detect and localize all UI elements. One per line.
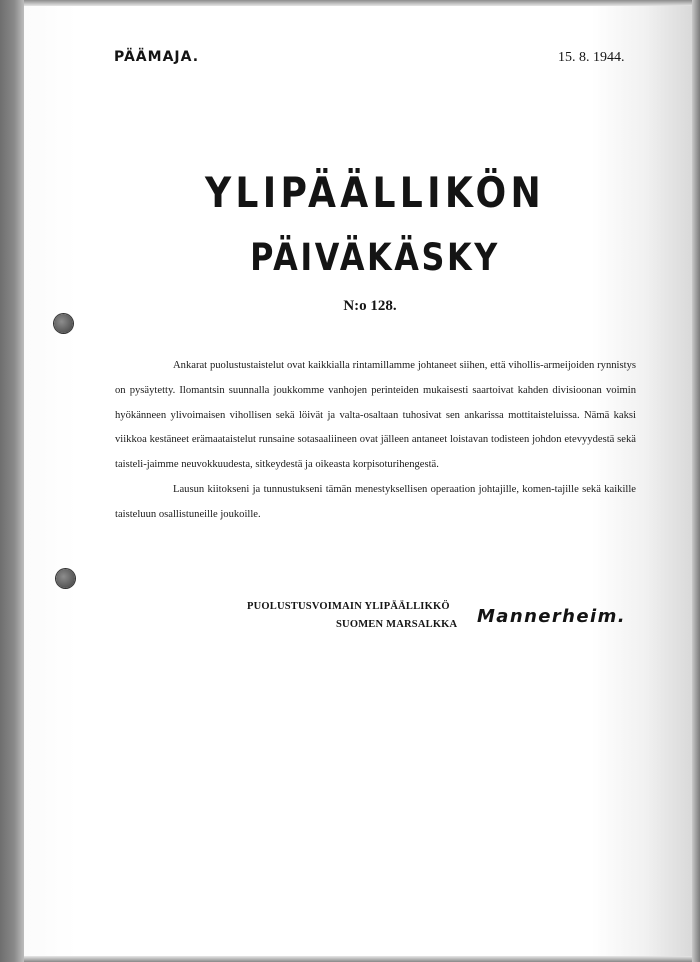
document-date: 15. 8. 1944.: [558, 50, 625, 65]
order-number: N:o 128.: [343, 298, 397, 314]
signature: Mannerheim.: [477, 606, 626, 627]
signatory-title-2: SUOMEN MARSALKKA: [336, 619, 458, 630]
body-paragraph-2: Lausun kiitokseni ja tunnustukseni tämän menestyksellisen operaation johtajille, komen-tajille sekä kaikille taisteluun osallistuneille joukoille.: [115, 483, 636, 520]
scan-bottom-edge: [24, 956, 700, 962]
punch-hole-lower: [56, 569, 75, 588]
body-paragraph-1: Ankarat puolustustaistelut ovat kaikkialla rintamillamme johtaneet siihen, että vihollis-armeijoiden rynnistys on pysäytetty. Ilomantsin suunnalla joukkomme vanhojen perinteiden mukaisesti saartoivat kahden divisioonan voimin hyökänneen ylivoimaisen vihollisen sekä löivät ja valta-osaltaan tuhosivat sen ankarissa mottitaisteluissa. Nämä kaksi viikkoa kestäneet erämaataistelut runsaine sotasaaliineen ovat jälleen antaneet loistavan todisteen johdon etevyydestä sekä taisteli-jaimme neuvokkuudesta, sitkeydestä ja oikeasta korpisoturihengestä.: [115, 360, 636, 471]
headquarters-label: PÄÄMAJA.: [114, 49, 200, 65]
scan-right-edge: [692, 0, 700, 962]
scan-top-edge: [24, 0, 700, 6]
order-body: [115, 354, 636, 528]
signatory-title-1: PUOLUSTUSVOIMAIN YLIPÄÄLLIKKÖ: [247, 601, 450, 612]
document-title: YLIPÄÄLLIKÖN: [204, 168, 546, 217]
document-subtitle: PÄIVÄKÄSKY: [250, 236, 500, 279]
scan-left-edge: [0, 0, 24, 962]
punch-hole-upper: [54, 314, 73, 333]
